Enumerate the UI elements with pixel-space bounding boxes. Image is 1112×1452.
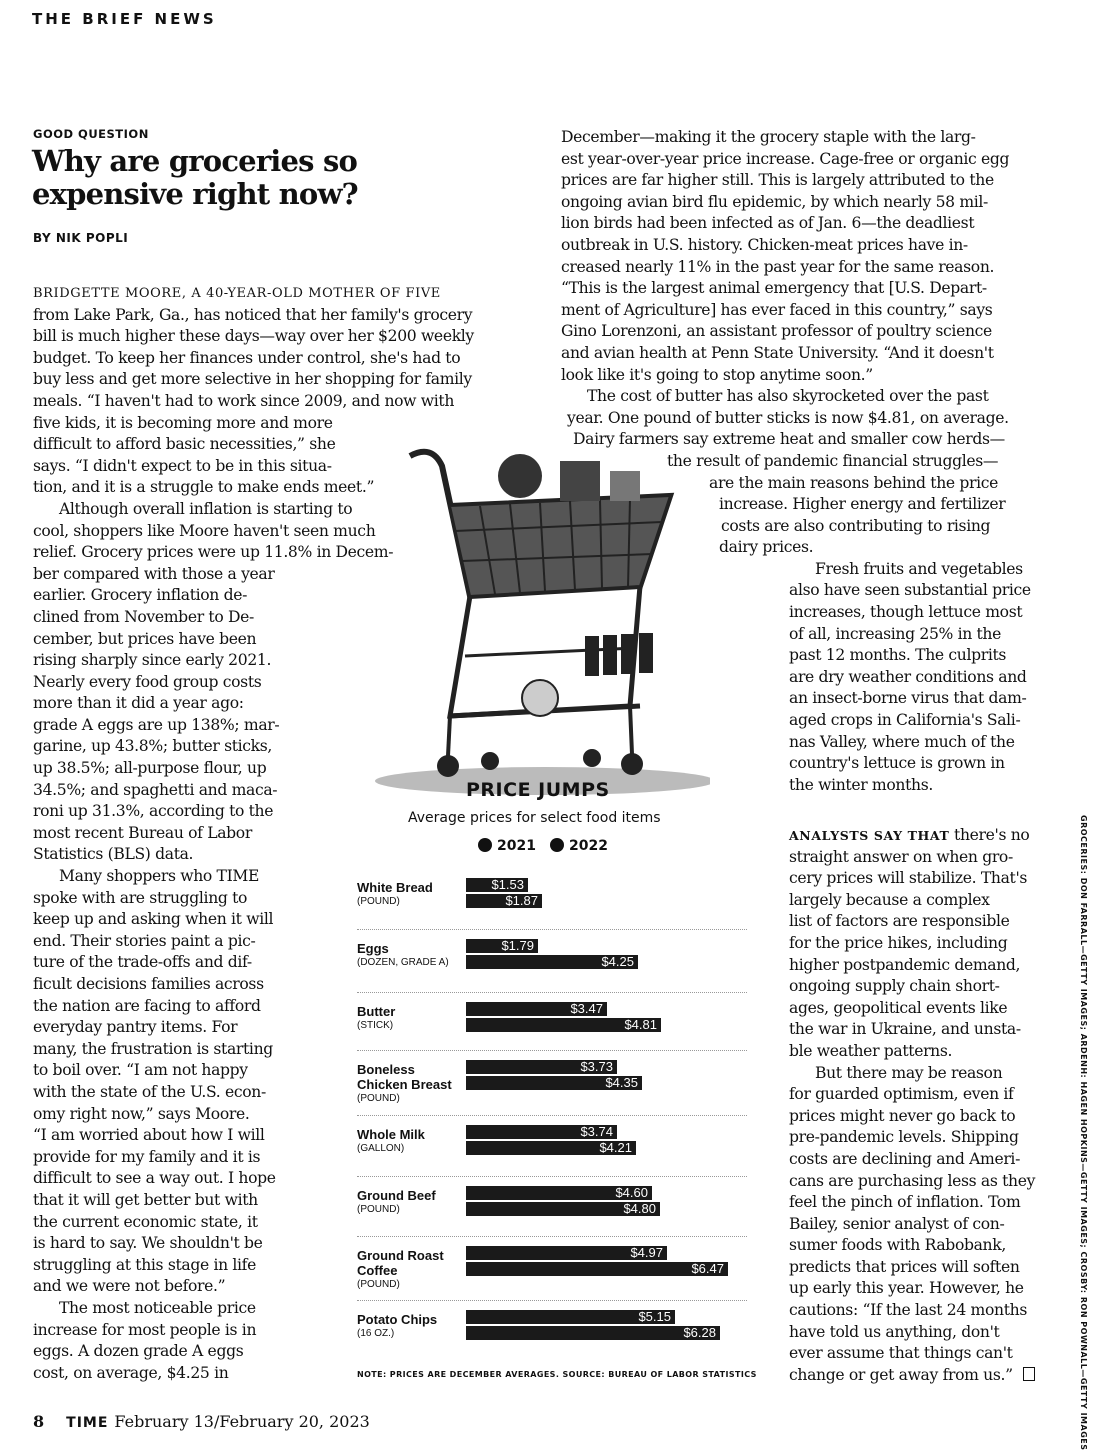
text-line: everyday pantry items. For <box>33 1018 238 1037</box>
text-line: ongoing supply chain short- <box>789 977 1000 996</box>
text-line: from Lake Park, Ga., has noticed that her family's grocery <box>33 305 473 324</box>
text-line: nas Valley, where much of the <box>789 732 1015 751</box>
text-line: est year-over-year price increase. Cage-free or organic egg <box>561 149 1010 168</box>
bar-2022: $6.47 <box>466 1262 728 1276</box>
text-line: increases, though lettuce most <box>789 603 1023 622</box>
category-label: Eggs <box>357 941 389 956</box>
text-line: creased nearly 11% in the past year for the same reason. <box>561 257 995 276</box>
text-line: buy less and get more selective in her shopping for family <box>33 370 472 389</box>
text-line: The most noticeable price <box>59 1298 256 1317</box>
text-line: increase. Higher energy and fertilizer <box>719 495 1006 514</box>
text-line: sumer foods with Rabobank, <box>789 1236 1006 1255</box>
divider <box>357 1300 747 1301</box>
text-line: budget. To keep her finances under control, she's had to <box>33 348 461 367</box>
chart-subtitle: Average prices for select food items <box>408 810 661 826</box>
text-line: that it will get better but with <box>33 1190 258 1209</box>
bar-2021: $1.79 <box>466 939 538 953</box>
text-line: country's lettuce is grown in <box>789 754 1005 773</box>
text-line: relief. Grocery prices were up 11.8% in Decem- <box>33 543 394 562</box>
text-line: Nearly every food group costs <box>33 672 262 691</box>
text-line: cery prices will stabilize. That's <box>789 869 1028 888</box>
text-line: ANALYSTS SAY THAT there's no <box>789 826 1030 844</box>
page-footer <box>33 1412 370 1431</box>
category-label: White Bread <box>357 880 433 895</box>
bar-2022: $4.35 <box>466 1076 642 1090</box>
text-line: are dry weather conditions and <box>789 667 1027 686</box>
bar-2021: $3.47 <box>466 1002 607 1016</box>
text-line: costs are also contributing to rising <box>721 516 991 535</box>
bar-2022: $6.28 <box>466 1326 720 1340</box>
text-line: for the price hikes, including <box>789 933 1008 952</box>
bar-2021: $3.73 <box>466 1060 617 1074</box>
category-label: Ground Roast Coffee <box>357 1248 444 1278</box>
text-line: grade A eggs are up 138%; mar- <box>33 715 280 734</box>
bar-2022: $4.25 <box>466 955 638 969</box>
text-line: “I am worried about how I will <box>33 1126 265 1145</box>
text-line: BRIDGETTE MOORE, A 40-YEAR-OLD MOTHER OF FIVE <box>33 286 441 301</box>
text-line: the winter months. <box>789 775 933 794</box>
text-line: earlier. Grocery inflation de- <box>33 586 248 605</box>
text-line: cember, but prices have been <box>33 629 257 648</box>
text-line: up early this year. However, he <box>789 1279 1024 1298</box>
text-line: ongoing avian bird flu epidemic, by which nearly 58 mil- <box>561 192 988 211</box>
category-unit: (GALLON) <box>357 1143 405 1154</box>
text-line: list of factors are responsible <box>789 912 1010 931</box>
text-line: ficult decisions families across <box>33 975 264 993</box>
bar-2022: $1.87 <box>466 894 542 908</box>
chart-note: NOTE: PRICES ARE DECEMBER AVERAGES. SOURCE: BUREAU OF LABOR STATISTICS <box>357 1370 757 1379</box>
text-line: ever assume that things can't <box>789 1344 1013 1363</box>
category-label: Ground Beef <box>357 1188 436 1203</box>
text-line: many, the frustration is starting <box>33 1039 273 1058</box>
category-unit: (POUND) <box>357 1204 400 1215</box>
text-line: largely because a complex <box>789 890 990 909</box>
text-line: cautions: “If the last 24 months <box>789 1301 1027 1320</box>
text-line: Dairy farmers say extreme heat and smaller cow herds— <box>573 430 1005 449</box>
text-line: garine, up 43.8%; butter sticks, <box>33 737 273 756</box>
text-line: more than it did a year ago: <box>33 694 244 713</box>
text-line: an insect-borne virus that dam- <box>789 689 1027 708</box>
text-line: increase for most people is in <box>33 1320 257 1339</box>
text-line: provide for my family and it is <box>33 1147 261 1166</box>
bar-2022: $4.80 <box>466 1202 660 1216</box>
end-mark-icon <box>1023 1367 1035 1381</box>
text-line: higher postpandemic demand, <box>789 955 1021 974</box>
text-line: are the main reasons behind the price <box>709 473 999 492</box>
divider <box>357 1115 747 1116</box>
text-line: for guarded optimism, even if <box>789 1085 1014 1104</box>
text-line: December—making it the grocery staple with the larg- <box>561 128 976 146</box>
bar-2021: $4.60 <box>466 1186 652 1200</box>
category-unit: (POUND) <box>357 1279 400 1290</box>
text-line: ture of the trade-offs and dif- <box>33 953 252 972</box>
text-line: the current economic state, it <box>33 1212 258 1231</box>
text-line: rising sharply since early 2021. <box>33 651 272 670</box>
text-line: most recent Bureau of Labor <box>33 823 252 842</box>
bar-2022: $4.21 <box>466 1141 636 1155</box>
text-line: prices might never go back to <box>789 1106 1016 1125</box>
text-line: the nation are facing to afford <box>33 996 261 1015</box>
text-line: Gino Lorenzoni, an assistant professor of poultry science <box>561 322 992 341</box>
text-line: eggs. A dozen grade A eggs <box>33 1342 244 1361</box>
text-line: difficult to afford basic necessities,” she <box>33 435 336 454</box>
text-line: lion birds had been infected as of Jan. 6—the deadliest <box>561 214 975 233</box>
text-line: Bailey, senior analyst of con- <box>789 1214 1005 1233</box>
text-line: 34.5%; and spaghetti and maca- <box>33 780 278 799</box>
text-line: struggling at this stage in life <box>33 1255 256 1274</box>
text-line: “This is the largest animal emergency that [U.S. Depart- <box>561 279 987 298</box>
bar-2021: $3.74 <box>466 1125 617 1139</box>
category-label: Butter <box>357 1004 396 1019</box>
text-line: aged crops in California's Sali- <box>789 711 1021 730</box>
bar-2021: $1.53 <box>466 878 528 892</box>
category-unit: (STICK) <box>357 1020 394 1031</box>
text-line: roni up 31.3%, according to the <box>33 802 274 821</box>
text-line: But there may be reason <box>815 1063 1003 1082</box>
chart-legend <box>478 838 608 854</box>
text-line: bill is much higher these days—way over her $200 weekly <box>33 327 474 346</box>
text-line: clined from November to De- <box>33 607 254 626</box>
photo-credits: GROCERIES: DON FARRALL—GETTY IMAGES; ARDENH: HAGEN HOPKINS—GETTY IMAGES; CROSBY: RON POWNALL—GETTY IMAGES <box>1079 815 1088 1451</box>
text-line: costs are declining and Ameri- <box>789 1149 1020 1168</box>
text-line: omy right now,” says Moore. <box>33 1104 250 1123</box>
text-line: ble weather patterns. <box>789 1041 953 1060</box>
legend-item-2022: 2022 <box>550 838 608 854</box>
legend-dot-icon <box>550 838 564 852</box>
text-line: change or get away from us.” <box>789 1365 1035 1387</box>
magazine-name: TIME <box>66 1415 109 1431</box>
text-line: and avian health at Penn State University. “And it doesn't <box>561 343 994 362</box>
text-line: cost, on average, $4.25 in <box>33 1363 229 1382</box>
text-line: says. “I didn't expect to be in this situa- <box>33 456 332 475</box>
category-unit: (DOZEN, GRADE A) <box>357 957 449 968</box>
text-line: prices are far higher still. This is largely attributed to the <box>561 171 994 190</box>
divider <box>357 992 747 993</box>
kicker: GOOD QUESTION <box>33 127 149 141</box>
text-line: and we were not before.” <box>33 1277 226 1296</box>
text-line: pre-pandemic levels. Shipping <box>789 1128 1019 1147</box>
text-line: the war in Ukraine, and unsta- <box>789 1020 1021 1039</box>
divider <box>357 929 747 930</box>
text-line: ment of Agriculture] has ever faced in this country,” says <box>561 300 993 319</box>
text-line: spoke with are struggling to <box>33 888 248 907</box>
text-line: the result of pandemic financial struggles— <box>667 451 999 470</box>
text-line: up 38.5%; all-purpose flour, up <box>33 759 267 778</box>
text-line: Statistics (BLS) data. <box>33 845 194 864</box>
lead-in: ANALYSTS SAY THAT <box>789 828 950 843</box>
legend-item-2021: 2021 <box>478 838 536 854</box>
text-line: of all, increasing 25% in the <box>789 624 1002 643</box>
headline: Why are groceries so expensive right now? <box>32 144 358 211</box>
text-line: feel the pinch of inflation. Tom <box>789 1193 1021 1212</box>
bar-2021: $4.97 <box>466 1246 667 1260</box>
divider <box>357 1050 747 1051</box>
category-label: Boneless Chicken Breast <box>357 1062 452 1092</box>
text-line: year. One pound of butter sticks is now $4.81, on average. <box>567 408 1009 427</box>
page-number: 8 <box>33 1412 45 1431</box>
category-unit: (POUND) <box>357 896 400 907</box>
text-line: predicts that prices will soften <box>789 1257 1020 1276</box>
text-line: is hard to say. We shouldn't be <box>33 1234 263 1253</box>
text-line: Fresh fruits and vegetables <box>815 559 1023 578</box>
text-line: have told us anything, don't <box>789 1322 1000 1341</box>
text-line: past 12 months. The culprits <box>789 646 1007 665</box>
text-line: with the state of the U.S. econ- <box>33 1082 266 1101</box>
text-line: tion, and it is a struggle to make ends meet.” <box>33 478 375 497</box>
legend-dot-icon <box>478 838 492 852</box>
text-line: to boil over. “I am not happy <box>33 1061 248 1080</box>
text-line: keep up and asking when it will <box>33 910 274 929</box>
text-line: difficult to see a way out. I hope <box>33 1169 276 1188</box>
text-line: look like it's going to stop anytime soon.” <box>561 365 873 384</box>
text-line: cans are purchasing less as they <box>789 1171 1036 1190</box>
category-label: Potato Chips <box>357 1312 438 1327</box>
text-line: cool, shoppers like Moore haven't seen much <box>33 521 376 540</box>
text-line: ages, geopolitical events like <box>789 998 1008 1017</box>
chart-title: PRICE JUMPS <box>466 779 610 801</box>
category-unit: (16 OZ.) <box>357 1328 395 1339</box>
text-line: The cost of butter has also skyrocketed over the past <box>587 387 989 406</box>
text-line: outbreak in U.S. history. Chicken-meat prices have in- <box>561 235 968 254</box>
divider <box>357 1176 747 1177</box>
text-line: Many shoppers who TIME <box>59 867 260 886</box>
category-label: Whole Milk <box>357 1127 425 1142</box>
section-tag: THE BRIEF NEWS <box>32 10 217 28</box>
text-line: dairy prices. <box>719 538 814 557</box>
divider <box>357 1236 747 1237</box>
byline: BY NIK POPLI <box>33 231 129 245</box>
category-unit: (POUND) <box>357 1093 400 1104</box>
text-line: ber compared with those a year <box>33 564 275 583</box>
text-line: meals. “I haven't had to work since 2009, and now with <box>33 391 455 410</box>
bar-2021: $5.15 <box>466 1310 675 1324</box>
text-line: five kids, it is becoming more and more <box>33 413 333 432</box>
article-column-3 <box>789 825 1035 1386</box>
issue-date: February 13/February 20, 2023 <box>114 1412 370 1431</box>
text-line: Although overall inflation is starting to <box>59 499 353 518</box>
shopping-cart-illustration <box>370 436 710 806</box>
bar-2022: $4.81 <box>466 1018 661 1032</box>
text-line: end. Their stories paint a pic- <box>33 931 256 950</box>
text-line: straight answer on when gro- <box>789 847 1013 866</box>
text-line: also have seen substantial price <box>789 581 1031 600</box>
